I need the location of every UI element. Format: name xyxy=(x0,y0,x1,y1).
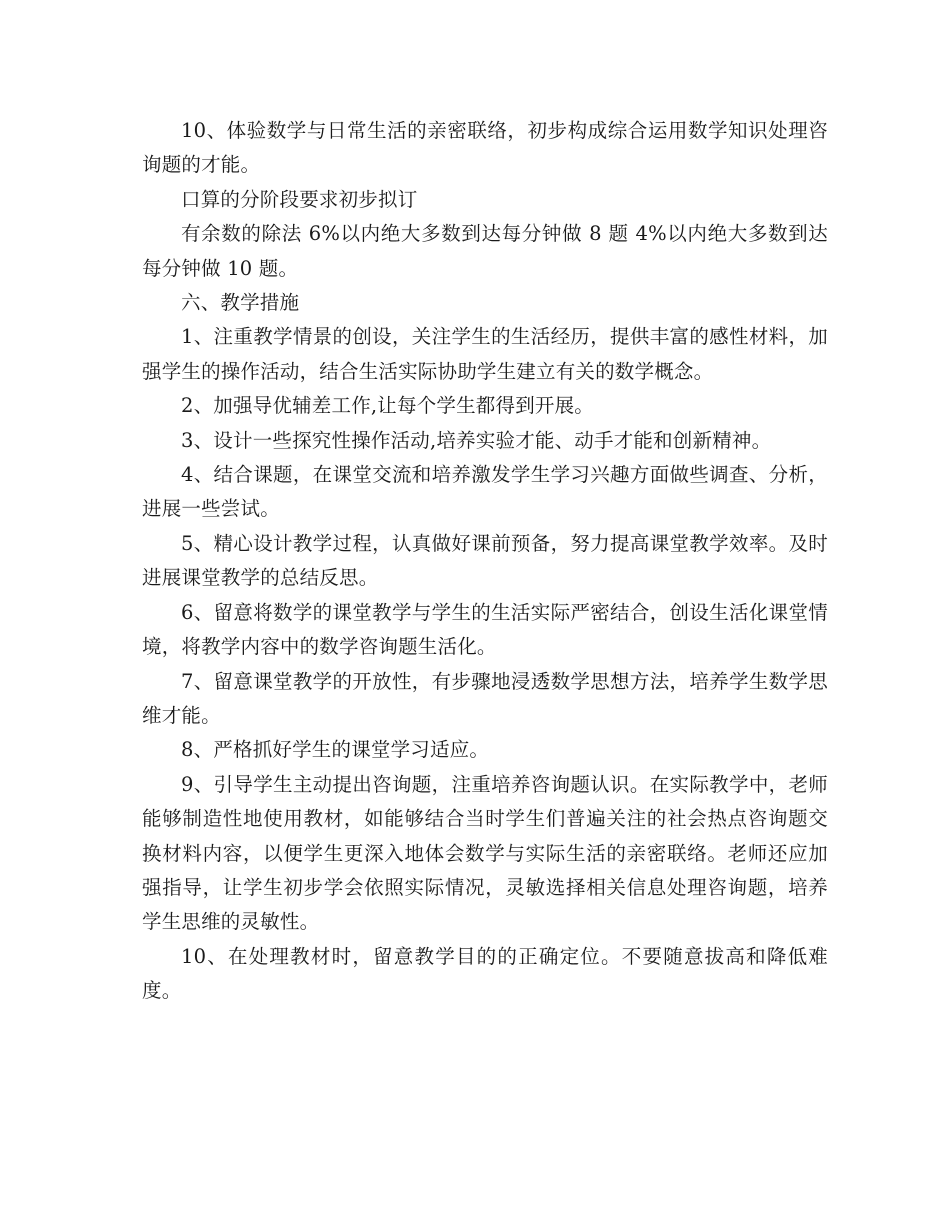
paragraph-measure-10: 10、在处理教材时，留意教学目的的正确定位。不要随意拔高和降低难度。 xyxy=(142,944,828,1003)
paragraph-measure-5: 5、精心设计教学过程，认真做好课前预备，努力提高课堂教学效率。及时进展课堂教学的总结反思。 xyxy=(142,531,828,590)
paragraph-measure-8: 8、严格抓好学生的课堂学习适应。 xyxy=(181,738,490,762)
paragraph-oral-calc-heading: 口算的分阶段要求初步拟订 xyxy=(181,187,418,211)
paragraph-measure-3: 3、设计一些探究性操作活动,培养实验才能、动手才能和创新精神。 xyxy=(181,428,772,452)
paragraph-measure-1: 1、注重教学情景的创设，关注学生的生活经历，提供丰富的感性材料，加强学生的操作活动，结合生活实际协助学生建立有关的数学概念。 xyxy=(142,325,828,383)
paragraph-measure-6: 6、留意将数学的课堂教学与学生的生活实际严密结合，创设生活化课堂情境，将教学内容中的数学咨询题生活化。 xyxy=(142,600,828,659)
paragraph-measure-2: 2、加强导优辅差工作,让每个学生都得到开展。 xyxy=(181,394,595,418)
document-body xyxy=(142,114,828,1009)
paragraph-measure-7: 7、留意课堂教学的开放性，有步骤地浸透数学思想方法，培养学生数学思维才能。 xyxy=(142,669,828,727)
section-heading-teaching-measures: 六、教学措施 xyxy=(181,291,300,315)
paragraph-measure-9: 9、引导学生主动提出咨询题，注重培养咨询题认识。在实际教学中，老师能够制造性地使用教材，如能够结合当时学生们普遍关注的社会热点咨询题交换材料内容，以便学生更深入地体会数学与实际生活的亲密联络。老师还应加强指导，让学生初步学会依照实际情况，灵敏选择相关信息处理咨询题，培养学生思维的灵敏性。 xyxy=(142,772,828,934)
paragraph-goal-10: 10、体验数学与日常生活的亲密联络，初步构成综合运用数学知识处理咨询题的才能。 xyxy=(142,119,828,177)
paragraph-measure-4: 4、结合课题，在课堂交流和培养激发学生学习兴趣方面做些调查、分析，进展一些尝试。 xyxy=(142,463,828,521)
paragraph-division-requirement: 有余数的除法 6%以内绝大多数到达每分钟做 8 题 4%以内绝大多数到达每分钟做 10 题。 xyxy=(142,222,828,280)
